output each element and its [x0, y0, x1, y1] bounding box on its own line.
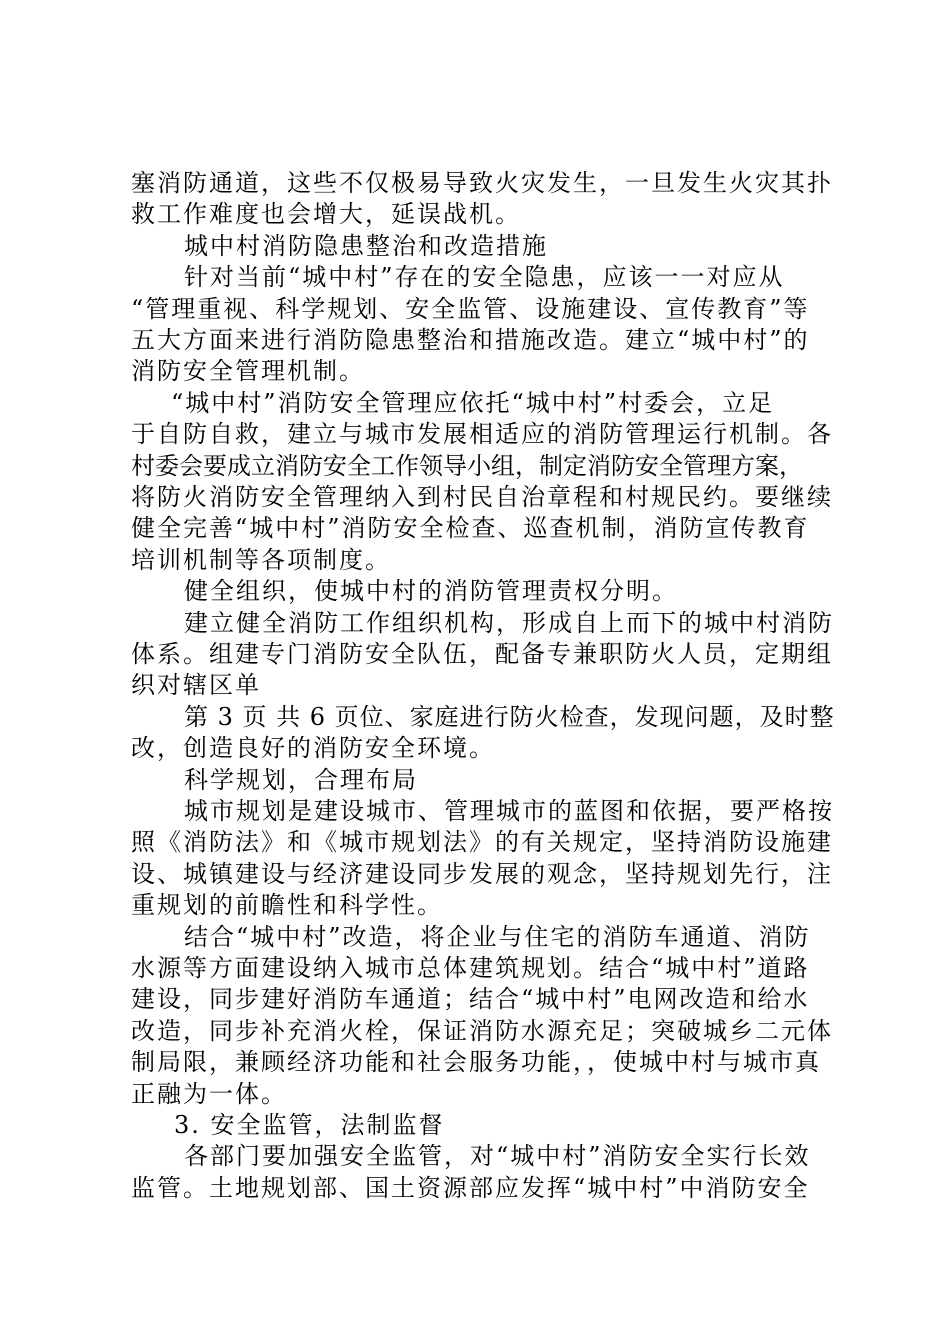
text-line: 村委会要成立消防安全工作领导小组，制定消防安全管理方案，: [131, 451, 803, 480]
text-line: 建设，同步建好消防车通道；结合“城中村”电网改造和给水: [131, 985, 810, 1014]
text-line: 各部门要加强安全监管，对“城中村”消防安全实行长效: [184, 1142, 811, 1171]
text-line: 织对辖区单: [131, 671, 261, 700]
page-footer-line: 第 3 页 共 6 页位、家庭进行防火检查，发现问题，及时整: [184, 702, 835, 731]
section-heading: 城中村消防隐患整治和改造措施: [184, 231, 548, 260]
text-line: 改造，同步补充消火栓，保证消防水源充足；突破城乡二元体: [131, 1016, 833, 1045]
text-line: 设、城镇建设与经济建设同步发展的观念，坚持规划先行，注: [131, 859, 833, 888]
text-line: 消防安全管理机制。: [131, 357, 365, 386]
text-line: 建立健全消防工作组织机构，形成自上而下的城中村消防: [184, 608, 834, 637]
text-line: “管理重视、科学规划、安全监管、设施建设、宣传教育”等: [131, 294, 810, 323]
text-line: 健全完善“城中村”消防安全检查、巡查机制，消防宣传教育: [131, 514, 810, 543]
text-line: 结合“城中村”改造，将企业与住宅的消防车通道、消防: [184, 922, 811, 951]
text-line: 培训机制等各项制度。: [131, 545, 391, 574]
text-line: 重规划的前瞻性和科学性。: [131, 891, 443, 920]
text-line: 针对当前“城中村”存在的安全隐患，应该一一对应从: [184, 263, 785, 292]
section-heading: 健全组织，使城中村的消防管理责权分明。: [184, 577, 678, 606]
text-line: 于自防自救，建立与城市发展相适应的消防管理运行机制。各: [131, 420, 833, 449]
text-line: 城市规划是建设城市、管理城市的蓝图和依据，要严格按: [184, 797, 834, 825]
text-line: 塞消防通道，这些不仅极易导致火灾发生，一旦发生火灾其扑: [131, 169, 833, 197]
text-line: 将防火消防安全管理纳入到村民自治章程和村规民约。要继续: [131, 483, 833, 511]
text-line: 救工作难度也会增大，延误战机。: [131, 200, 521, 229]
text-line: 五大方面来进行消防隐患整治和措施改造。建立“城中村”的: [131, 326, 810, 354]
text-line: 水源等方面建设纳入城市总体建筑规划。结合“城中村”道路: [131, 954, 810, 982]
text-line: “城中村”消防安全管理应依托“城中村”村委会，立足: [171, 388, 775, 417]
section-heading: 科学规划，合理布局: [184, 765, 418, 794]
text-line: 制局限，兼顾经济功能和社会服务功能，，使城中村与城市真: [131, 1048, 821, 1077]
text-line: 照《消防法》和《城市规划法》的有关规定，坚持消防设施建: [131, 828, 833, 857]
text-line: 改，创造良好的消防安全环境。: [131, 734, 495, 763]
section-heading: 3. 安全监管，法制监督: [174, 1111, 445, 1139]
text-line: 体系。组建专门消防安全队伍，配备专兼职防火人员，定期组: [131, 640, 833, 668]
text-line: 正融为一体。: [131, 1079, 287, 1108]
text-line: 监管。土地规划部、国土资源部应发挥“城中村”中消防安全: [131, 1173, 810, 1202]
